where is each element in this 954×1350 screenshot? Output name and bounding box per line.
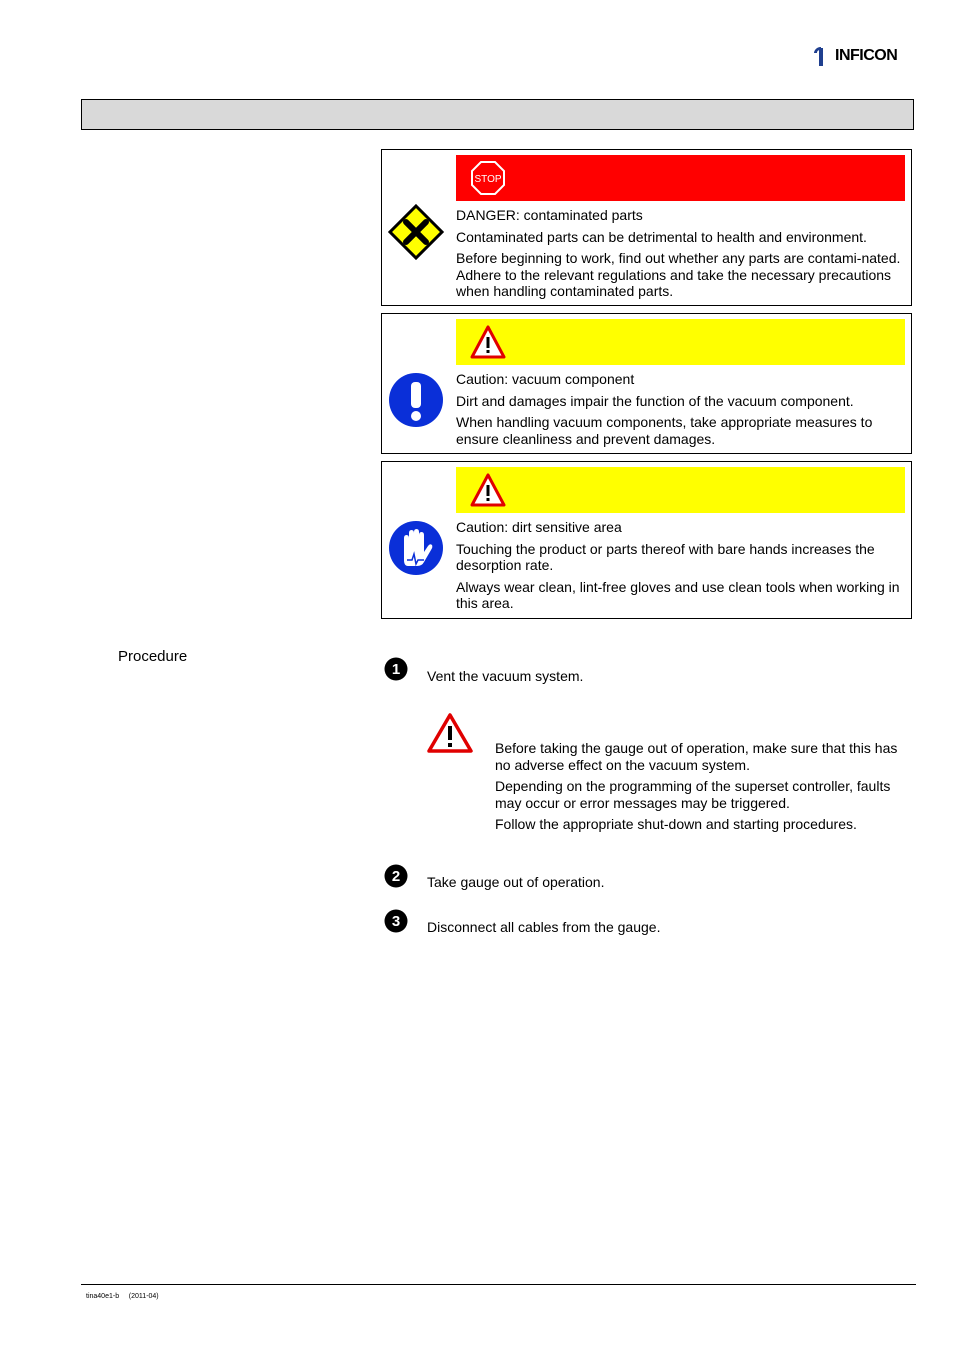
- warning-line: Depending on the programming of the superset controller, faults may occur or error messages may be triggered.: [495, 778, 891, 811]
- warning-triangle-icon: [470, 472, 506, 508]
- stop-sign-icon: [470, 160, 506, 196]
- procedure-warning-text: [495, 740, 915, 838]
- notice-line: Contaminated parts can be detrimental to health and environment.: [456, 228, 867, 245]
- notice-line: Always wear clean, lint-free gloves and use clean tools when working in this area.: [456, 578, 900, 611]
- warning-triangle-icon: [427, 713, 473, 753]
- notice-line: Touching the product or parts thereof with bare hands increases the desorption rate.: [456, 540, 875, 573]
- notice-line: Before beginning to work, find out whether any parts are contami-nated. Adhere to the relevant regulations and take the necessary precautions when handling contaminated parts.: [456, 250, 901, 299]
- notice-title: DANGER: contaminated parts: [456, 207, 643, 223]
- step-number: 1: [391, 661, 401, 678]
- notice-title: Caution: vacuum component: [456, 371, 635, 387]
- step-2-text: Take gauge out of operation.: [427, 874, 605, 890]
- danger-notice: [381, 149, 912, 306]
- step-2-marker: [384, 864, 408, 888]
- step-3-text: Disconnect all cables from the gauge.: [427, 919, 661, 935]
- logo-text: INFICON: [835, 47, 898, 64]
- svg-text:STOP: STOP: [474, 174, 502, 185]
- danger-notice-text: [456, 207, 903, 305]
- step-number: 3: [391, 913, 401, 930]
- caution-banner: [456, 319, 905, 365]
- notice-line: When handling vacuum components, take appropriate measures to ensure cleanliness and prevent damages.: [456, 414, 873, 447]
- step-3-marker: [384, 909, 408, 933]
- notice-line: Dirt and damages impair the function of the vacuum component.: [456, 392, 854, 409]
- footer-doc-id: tina40e1-b (2011-04): [86, 1293, 159, 1300]
- step-number: 2: [391, 868, 401, 885]
- inficon-logo: [812, 44, 916, 68]
- glove-hand-icon: [388, 520, 444, 576]
- danger-banner: [456, 155, 905, 201]
- footer-rule: [81, 1284, 916, 1285]
- section-header-bar: [81, 99, 914, 130]
- step-1-text: Vent the vacuum system.: [427, 668, 584, 684]
- hazard-x-icon: [388, 204, 444, 260]
- warning-line: Before taking the gauge out of operation, make sure that this has no adverse effect on the vacuum system.: [495, 740, 898, 773]
- notice-title: Caution: dirt sensitive area: [456, 519, 622, 535]
- caution-banner: [456, 467, 905, 513]
- caution-dirt-notice: [381, 461, 912, 619]
- caution-vacuum-notice: [381, 313, 912, 454]
- caution-dirt-text: [456, 519, 903, 617]
- procedure-label: Procedure: [118, 648, 188, 665]
- warning-triangle-icon: [470, 324, 506, 360]
- warning-line: Follow the appropriate shut-down and starting procedures.: [495, 816, 857, 832]
- caution-vacuum-text: [456, 371, 903, 452]
- step-1-marker: [384, 657, 408, 681]
- exclamation-circle-icon: [388, 372, 444, 428]
- inficon-mark-icon: [812, 44, 832, 68]
